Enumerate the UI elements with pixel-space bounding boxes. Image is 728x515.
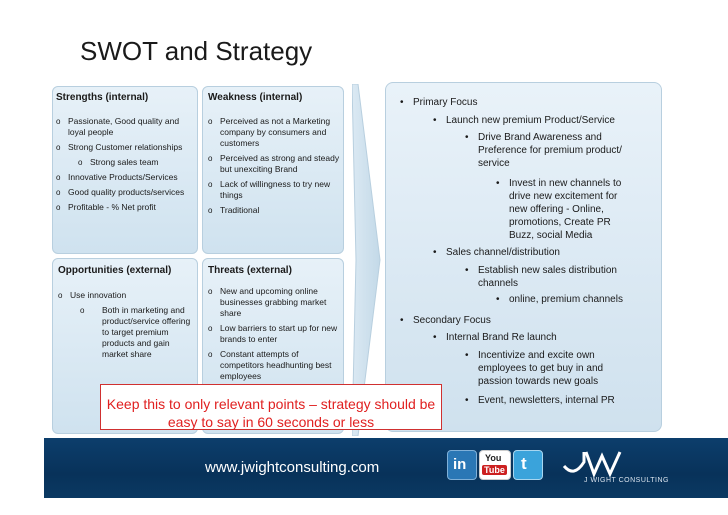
list-item: o Use innovation	[58, 290, 196, 301]
strategy-primary-focus: • Primary Focus	[413, 96, 653, 109]
list-item: o Strong Customer relationships	[56, 142, 196, 153]
strategy-internal: • Internal Brand Re launch	[446, 331, 656, 344]
strengths-list	[56, 116, 196, 217]
youtube-label-bottom: Tube	[484, 465, 505, 475]
strengths-title: Strengths (internal)	[56, 92, 149, 103]
list-item: o Low barriers to start up for new brands to enter	[208, 323, 342, 345]
weakness-list	[208, 116, 342, 220]
twitter-glyph: t	[521, 454, 527, 473]
list-item: o Both in marketing and product/service offering to target premium products and gain market share	[58, 305, 196, 360]
company-name: J WIGHT CONSULTING	[584, 477, 669, 484]
strategy-secondary-focus: • Secondary Focus	[413, 314, 653, 327]
list-item: o Strong sales team	[56, 157, 196, 168]
twitter-icon[interactable]	[513, 450, 543, 480]
footer-url-link[interactable]: www.jwightconsulting.com	[205, 459, 380, 476]
linkedin-icon[interactable]	[447, 450, 477, 480]
strategy-event: • Event, newsletters, internal PR	[478, 394, 648, 407]
list-item: o Perceived as strong and steady but unexciting Brand	[208, 153, 342, 175]
list-item: o Constant attempts of competitors headhunting best employees	[208, 349, 342, 382]
callout-box	[100, 384, 442, 430]
list-item: o Perceived as not a Marketing company by consumers and customers	[208, 116, 342, 149]
opportunities-list	[58, 290, 196, 364]
weakness-title: Weakness (internal)	[208, 92, 303, 103]
youtube-label-top: You	[485, 453, 502, 463]
linkedin-label: in	[453, 456, 467, 473]
strategy-incentivize: • Incentivize and excite own employees to get buy in and passion towards new goals	[478, 349, 628, 388]
list-item: o New and upcoming online businesses grabbing market share	[208, 286, 342, 319]
list-item: o Innovative Products/Services	[56, 172, 196, 183]
callout-text: Keep this to only relevant points – strategy should be easy to say in 60 seconds or less	[106, 396, 436, 430]
list-item: o Traditional	[208, 205, 342, 216]
strategy-establish: • Establish new sales distribution channels	[478, 264, 648, 290]
list-item: o Profitable - % Net profit	[56, 202, 196, 213]
threats-list	[208, 286, 342, 386]
strategy-online: • online, premium channels	[509, 293, 649, 306]
list-item: o Passionate, Good quality and loyal people	[56, 116, 196, 138]
strategy-invest: • Invest in new channels to drive new excitement for new offering - Online, promotions, Create PR Buzz, social Media	[509, 177, 637, 242]
page-title: SWOT and Strategy	[80, 36, 313, 66]
strategy-drive: • Drive Brand Awareness and Preference for premium product/ service	[478, 131, 646, 170]
threats-title: Threats (external)	[208, 265, 292, 276]
strategy-sales: • Sales channel/distribution	[446, 246, 656, 259]
opportunities-title: Opportunities (external)	[58, 265, 172, 276]
company-logo-icon	[560, 448, 630, 478]
list-item: o Lack of willingness to try new things	[208, 179, 342, 201]
strategy-launch: • Launch new premium Product/Service	[446, 114, 656, 127]
list-item: o Good quality products/services	[56, 187, 196, 198]
youtube-icon[interactable]	[479, 450, 511, 480]
